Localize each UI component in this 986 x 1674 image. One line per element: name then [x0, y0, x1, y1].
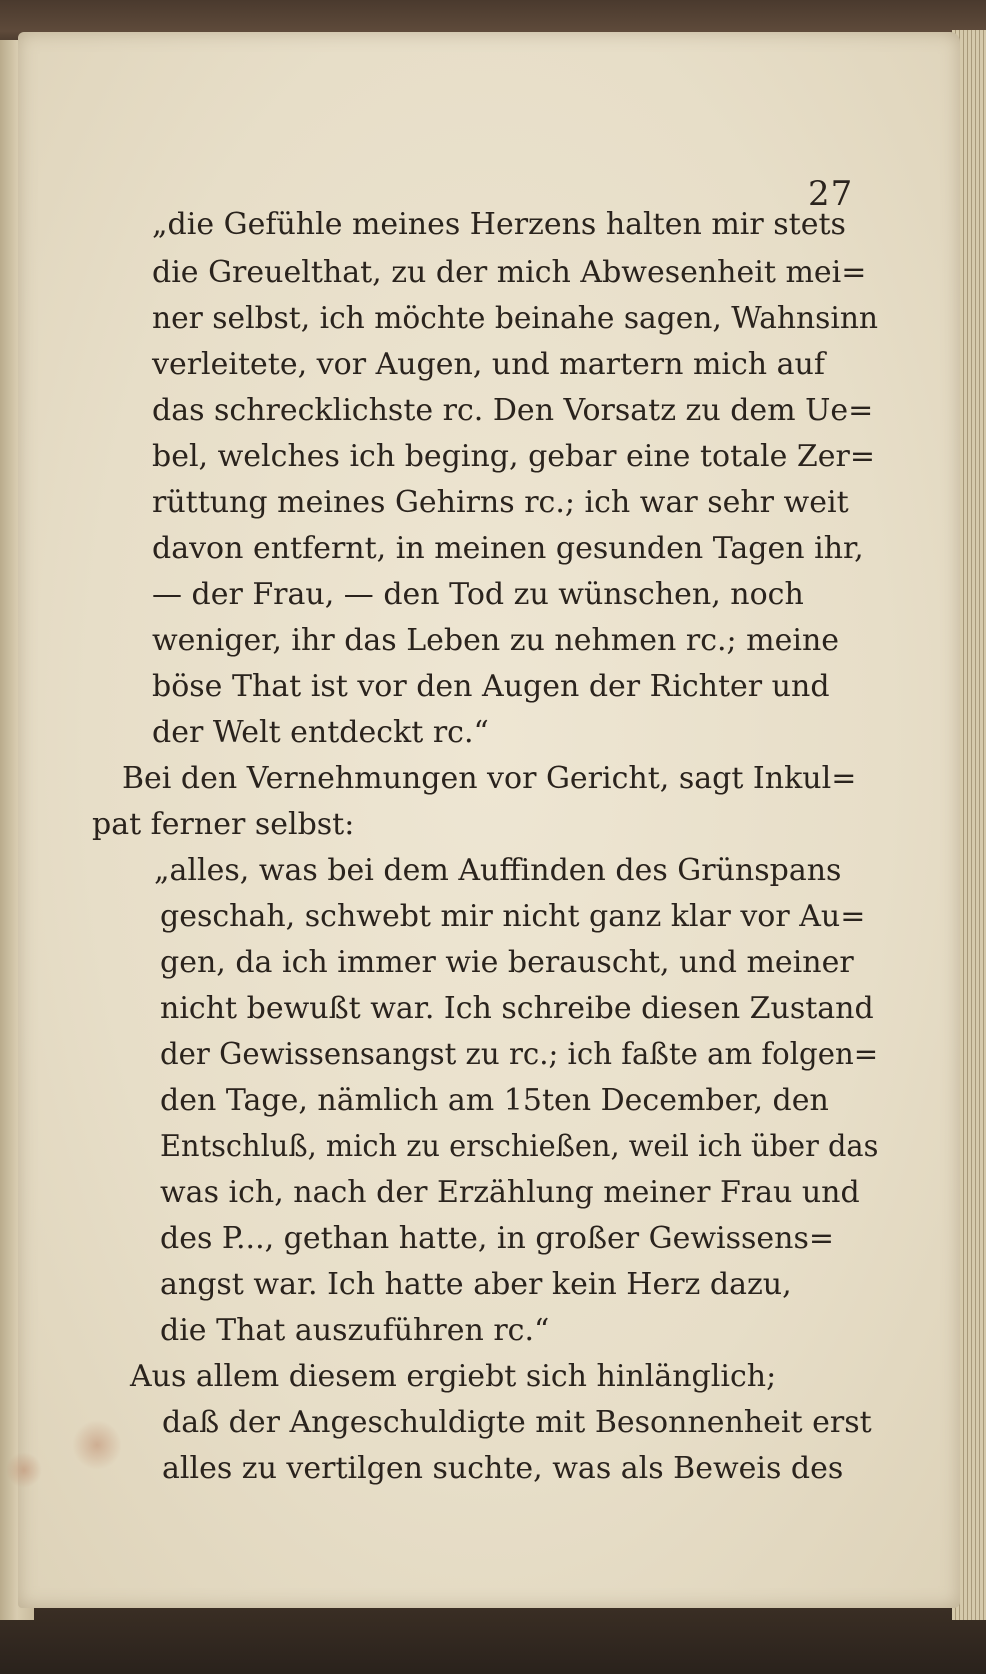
text-line: geschah, schwebt mir nicht ganz klar vor Au=	[160, 899, 866, 934]
text-line: bel, welches ich beging, gebar eine totale Zer=	[152, 439, 875, 474]
text-line: rüttung meines Gehirns rc.; ich war sehr weit	[152, 485, 849, 520]
text-line: des P..., gethan hatte, in großer Gewissens=	[160, 1221, 835, 1256]
text-line: alles zu vertilgen suchte, was als Beweis des	[162, 1451, 844, 1486]
text-line: „die Gefühle meines Herzens halten mir stets	[152, 207, 846, 242]
text-line: Aus allem diesem ergiebt sich hinlänglich;	[130, 1359, 777, 1394]
text-line: ner selbst, ich möchte beinahe sagen, Wahnsinn	[152, 301, 879, 336]
text-line: angst war. Ich hatte aber kein Herz dazu,	[160, 1267, 792, 1302]
book-page	[18, 32, 960, 1608]
text-line: verleitete, vor Augen, und martern mich auf	[152, 347, 825, 382]
text-line: nicht bewußt war. Ich schreibe diesen Zustand	[160, 991, 874, 1026]
text-line: was ich, nach der Erzählung meiner Frau und	[160, 1175, 860, 1210]
book-cover-bottom	[0, 1608, 986, 1674]
text-line: weniger, ihr das Leben zu nehmen rc.; meine	[152, 623, 840, 658]
text-line: das schrecklichste rc. Den Vorsatz zu dem Ue=	[152, 393, 874, 428]
text-line: die That auszuführen rc.“	[160, 1313, 550, 1348]
text-line: die Greuelthat, zu der mich Abwesenheit mei=	[152, 255, 867, 290]
page-number: 27	[808, 174, 854, 214]
text-line: der Welt entdeckt rc.“	[152, 715, 489, 750]
text-line: den Tage, nämlich am 15ten December, den	[160, 1083, 829, 1118]
text-line: davon entfernt, in meinen gesunden Tagen ihr,	[152, 531, 864, 566]
text-line: gen, da ich immer wie berauscht, und meiner	[160, 945, 854, 980]
page-text	[18, 32, 960, 1608]
text-line: — der Frau, — den Tod zu wünschen, noch	[152, 577, 804, 612]
text-line: daß der Angeschuldigte mit Besonnenheit erst	[162, 1405, 872, 1440]
text-line: Bei den Vernehmungen vor Gericht, sagt Inkul=	[122, 761, 857, 796]
text-line: „alles, was bei dem Auffinden des Grünspans	[154, 853, 842, 888]
text-line: Entschluß, mich zu erschießen, weil ich über das	[160, 1129, 879, 1164]
text-line: pat ferner selbst:	[92, 807, 355, 842]
text-line: böse That ist vor den Augen der Richter und	[152, 669, 830, 704]
text-line: der Gewissensangst zu rc.; ich faßte am folgen=	[160, 1037, 879, 1072]
